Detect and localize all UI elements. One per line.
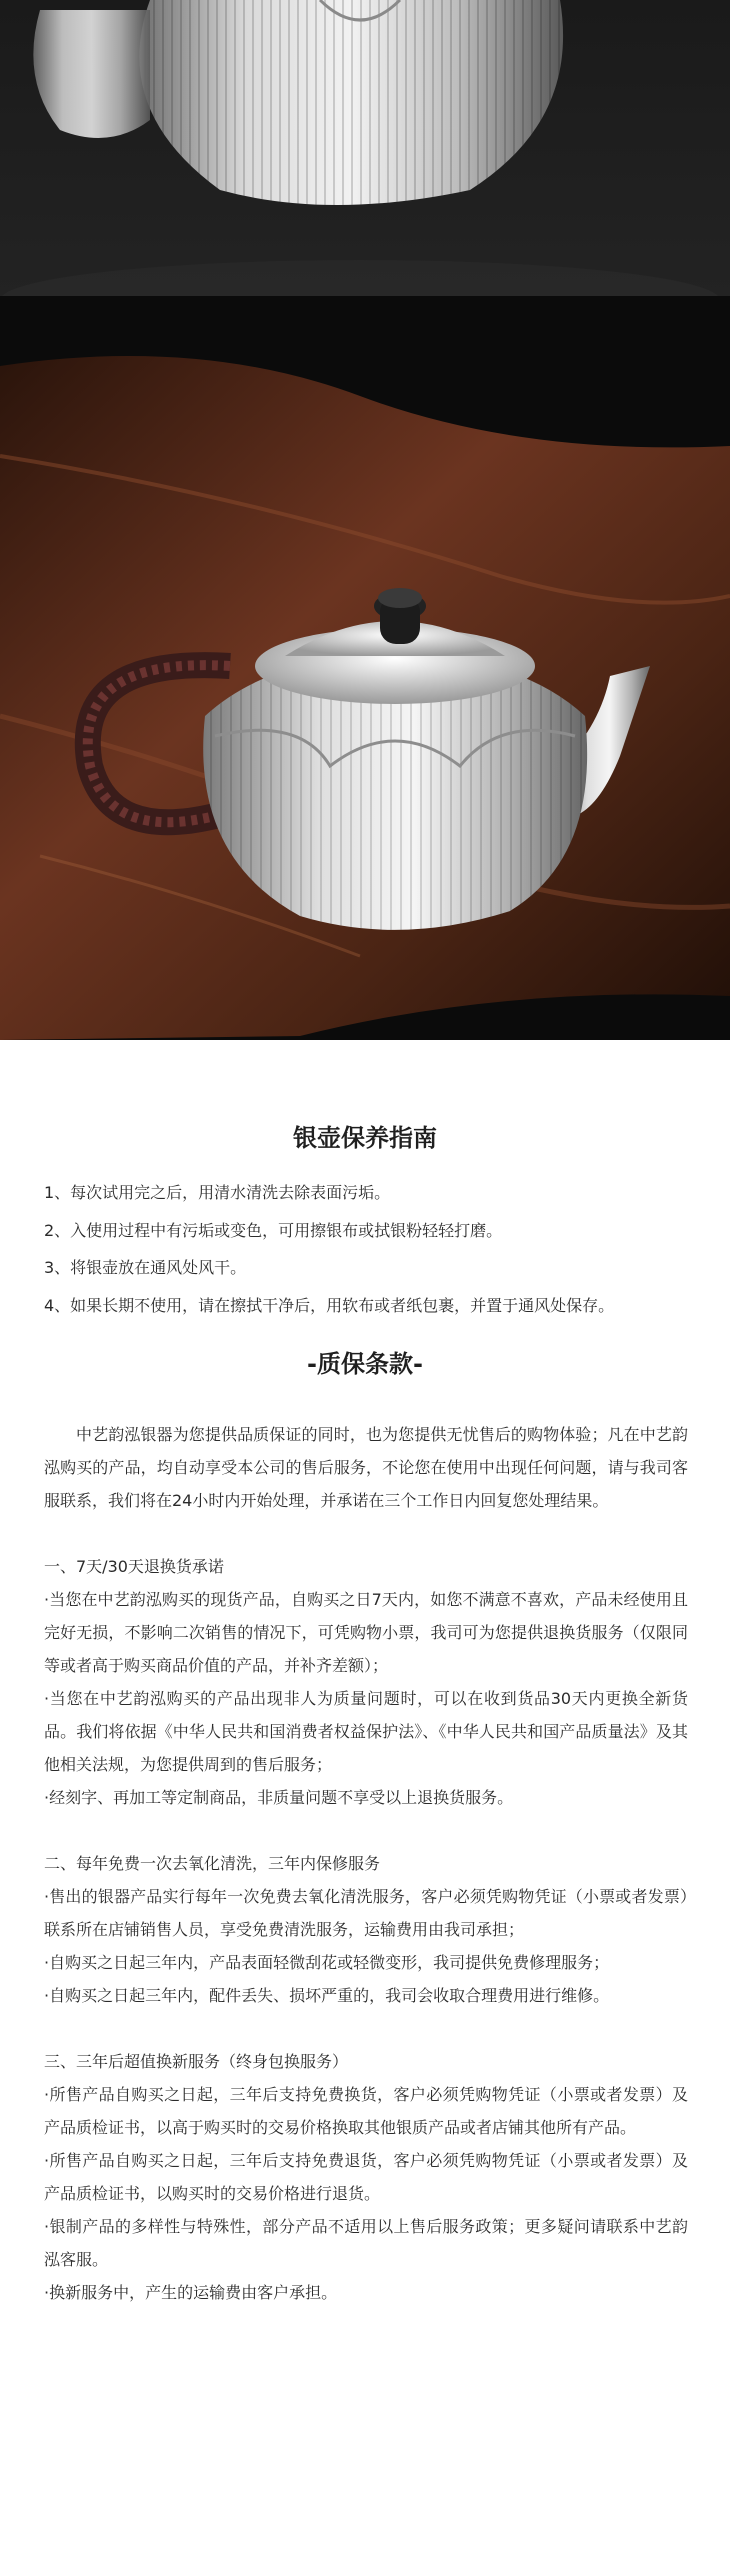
warranty-terms-body <box>44 1418 688 2309</box>
policy-bullet: ·自购买之日起三年内，配件丢失、损坏严重的，我司会收取合理费用进行维修。 <box>44 1986 610 2005</box>
policy-bullet: ·当您在中艺韵泓购买的产品出现非人为质量问题时，可以在收到货品30天内更换全新货品。我们将依据《中华人民共和国消费者权益保护法》、《中华人民共和国产品质量法》及其他相关法规，为您提供周到的售后服务； <box>44 1689 688 1774</box>
warranty-intro: 中艺韵泓银器为您提供品质保证的同时，也为您提供无忧售后的购物体验；凡在中艺韵泓购买的产品，均自动享受本公司的售后服务，不论您在使用中出现任何问题，请与我司客服联系，我们将在24小时内开始处理，并承诺在三个工作日内回复您处理结果。 <box>44 1425 688 1510</box>
warranty-terms-title: -质保条款- <box>307 1350 423 1378</box>
section-heading-returns: 一、7天/30天退换货承诺 <box>44 1557 224 1576</box>
teapot-on-wood-photo <box>0 296 730 1040</box>
section-heading-cleaning: 二、每年免费一次去氧化清洗，三年内保修服务 <box>44 1854 381 1873</box>
care-guide-section <box>0 1040 730 2555</box>
care-guide-list <box>44 1174 694 1324</box>
policy-bullet: ·所售产品自购买之日起，三年后支持免费退货，客户必须凭购物凭证（小票或者发票）及产品质检证书，以购买时的交易价格进行退货。 <box>44 2151 688 2203</box>
care-guide-item: 3、将银壶放在通风处风干。 <box>44 1258 247 1277</box>
policy-bullet: ·自购买之日起三年内，产品表面轻微刮花或轻微变形，我司提供免费修理服务； <box>44 1953 610 1972</box>
care-guide-title: 银壶保养指南 <box>293 1124 437 1152</box>
policy-bullet: ·银制产品的多样性与特殊性，部分产品不适用以上售后服务政策；更多疑问请联系中艺韵泓客服。 <box>44 2217 688 2269</box>
policy-bullet: ·售出的银器产品实行每年一次免费去氧化清洗服务，客户必须凭购物凭证（小票或者发票）联系所在店铺销售人员，享受免费清洗服务，运输费用由我司承担； <box>44 1887 688 1939</box>
teapot-closeup-photo <box>0 0 730 296</box>
policy-bullet: ·经刻字、再加工等定制商品，非质量问题不享受以上退换货服务。 <box>44 1788 514 1807</box>
care-guide-item: 4、如果长期不使用，请在擦拭干净后，用软布或者纸包裹，并置于通风处保存。 <box>44 1295 615 1315</box>
policy-bullet: ·换新服务中，产生的运输费由客户承担。 <box>44 2283 338 2302</box>
care-guide-item: 1、每次试用完之后，用清水清洗去除表面污垢。 <box>44 1183 391 1202</box>
policy-bullet: ·当您在中艺韵泓购买的现货产品，自购买之日7天内，如您不满意不喜欢，产品未经使用且完好无损，不影响二次销售的情况下，可凭购物小票，我司可为您提供退换货服务（仅限同等或者高于购买商品价值的产品，并补齐差额）； <box>44 1590 688 1675</box>
section-heading-exchange: 三、三年后超值换新服务（终身包换服务） <box>44 2052 349 2071</box>
care-guide-item: 2、入使用过程中有污垢或变色，可用擦银布或拭银粉轻轻打磨。 <box>44 1220 503 1240</box>
policy-bullet: ·所售产品自购买之日起，三年后支持免费换货，客户必须凭购物凭证（小票或者发票）及产品质检证书，以高于购买时的交易价格换取其他银质产品或者店铺其他所有产品。 <box>44 2085 688 2137</box>
